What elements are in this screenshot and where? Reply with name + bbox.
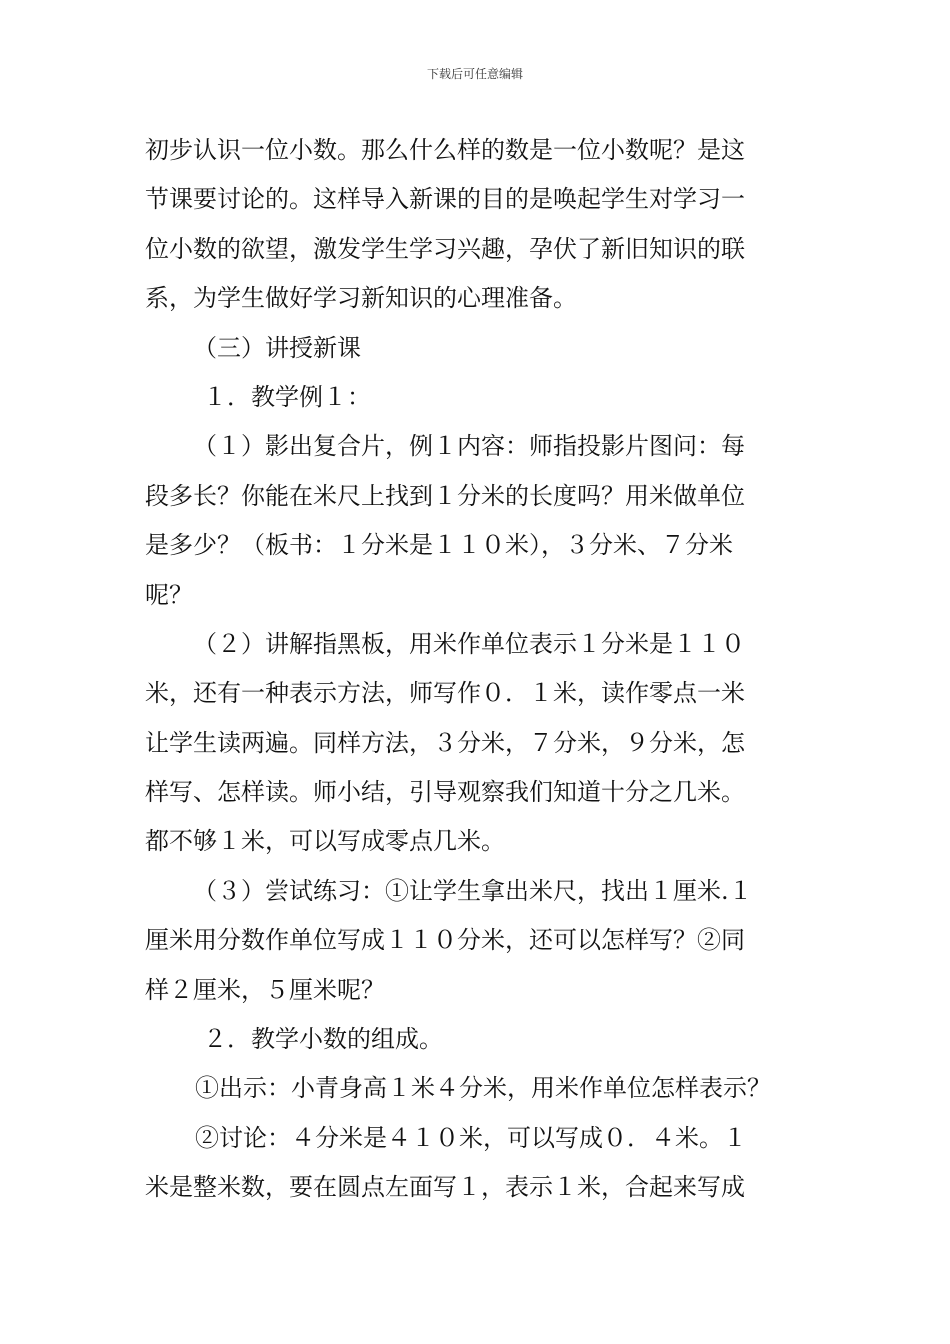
text-line: 位小数的欲望，激发学生学习兴趣，孕伏了新旧知识的联 xyxy=(145,234,745,263)
text-line: ①出示：小青身高１米４分米，用米作单位怎样表示？ xyxy=(195,1074,771,1103)
text-line: 是多少？（板书：１分米是１１０米），３分米、７分米 xyxy=(145,531,733,560)
text-line: 段多长？你能在米尺上找到１分米的长度吗？用米做单位 xyxy=(145,481,745,510)
subsection-heading: １．教学例１： xyxy=(203,382,371,411)
text-line: ②讨论：４分米是４１０米，可以写成０．４米。１ xyxy=(195,1123,747,1152)
document-body xyxy=(145,126,810,1213)
text-line: 初步认识一位小数。那么什么样的数是一位小数呢？是这 xyxy=(145,136,745,164)
text-line: 米，还有一种表示方法，师写作０．１米，读作零点一米 xyxy=(145,679,745,708)
text-line: 米是整米数，要在圆点左面写１，表示１米，合起来写成 xyxy=(145,1173,745,1202)
page-header: 下载后可任意编辑 xyxy=(426,67,523,81)
text-line: （３）尝试练习：①让学生拿出米尺，找出１厘米.１ xyxy=(193,876,753,905)
section-heading: （三）讲授新课 xyxy=(193,333,361,362)
subsection-heading: ２．教学小数的组成。 xyxy=(203,1025,443,1054)
text-line: 让学生读两遍。同样方法，３分米，７分米，９分米，怎 xyxy=(145,728,745,757)
text-line: （２）讲解指黑板，用米作单位表示１分米是１１０ xyxy=(193,629,745,658)
text-line: （１）影出复合片，例１内容：师指投影片图问：每 xyxy=(193,432,745,461)
text-line: 样２厘米，５厘米呢？ xyxy=(145,975,385,1004)
text-line: 系，为学生做好学习新知识的心理准备。 xyxy=(145,284,577,313)
text-line: 样写、怎样读。师小结，引导观察我们知道十分之几米。 xyxy=(145,778,745,807)
text-line: 节课要讨论的。这样导入新课的目的是唤起学生对学习一 xyxy=(145,185,745,214)
text-line: 都不够１米，可以写成零点几米。 xyxy=(145,827,505,856)
text-line: 厘米用分数作单位写成１１０分米，还可以怎样写？②同 xyxy=(145,926,745,955)
text-line: 呢？ xyxy=(145,580,193,609)
